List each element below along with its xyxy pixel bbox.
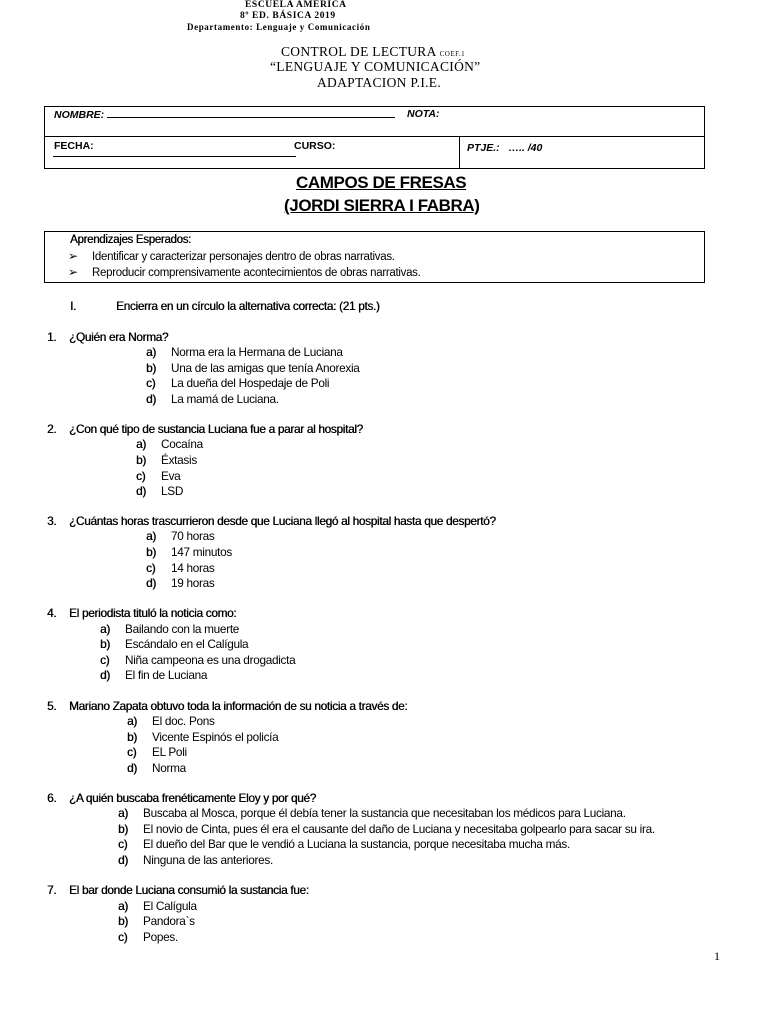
option-text: EL Poli xyxy=(152,745,187,759)
option-text: Pandora`s xyxy=(143,914,195,928)
option-letter: d) xyxy=(100,668,110,682)
option-letter: b) xyxy=(127,730,137,744)
option-text: Norma xyxy=(152,761,186,775)
option-item[interactable] xyxy=(146,361,360,375)
option-letter: a) xyxy=(118,806,128,820)
option-text: Niña campeona es una drogadicta xyxy=(125,653,296,667)
objective-item xyxy=(68,249,395,263)
question-number: 6. xyxy=(47,791,57,805)
option-text: Una de las amigas que tenía Anorexia xyxy=(171,361,360,375)
option-letter: b) xyxy=(118,914,128,928)
option-letter: a) xyxy=(146,345,156,359)
option-text: 19 horas xyxy=(171,576,215,590)
option-letter: c) xyxy=(146,561,156,575)
question-text: Mariano Zapata obtuvo toda la información de su noticia a través de: xyxy=(69,699,408,713)
objectives-heading: Aprendizajes Esperados: xyxy=(70,234,191,246)
option-text: Ninguna de las anteriores. xyxy=(143,853,273,867)
arrow-bullet-icon: ➢ xyxy=(68,249,78,263)
option-item[interactable] xyxy=(127,761,186,775)
option-text: Cocaína xyxy=(161,437,203,451)
coef-label: COEF.1 xyxy=(439,50,466,58)
option-text: Popes. xyxy=(143,930,178,944)
option-item[interactable] xyxy=(146,392,279,406)
form-divider-vertical xyxy=(459,136,460,168)
question-number: 3. xyxy=(47,514,57,528)
option-item[interactable] xyxy=(118,837,570,851)
option-item[interactable] xyxy=(118,806,626,820)
question-2 xyxy=(47,422,363,436)
option-item[interactable] xyxy=(118,822,655,836)
name-field[interactable] xyxy=(54,108,395,121)
option-item[interactable] xyxy=(136,484,183,498)
option-text: Éxtasis xyxy=(161,453,197,467)
option-letter: d) xyxy=(146,392,156,406)
option-item[interactable] xyxy=(136,469,180,483)
question-6 xyxy=(47,791,316,805)
option-letter: a) xyxy=(146,529,156,543)
question-number: 1. xyxy=(47,330,57,344)
option-letter: c) xyxy=(118,930,128,944)
option-letter: b) xyxy=(146,545,156,559)
option-item[interactable] xyxy=(100,622,239,636)
subject-title: “LENGUAJE Y COMUNICACIÓN” xyxy=(270,59,481,74)
book-author: (JORDI SIERRA I FABRA) xyxy=(284,196,480,215)
objective-item xyxy=(68,265,421,279)
option-text: El dueño del Bar que le vendió a Luciana la sustancia, porque necesitaba mucha más. xyxy=(143,837,570,851)
option-text: La dueña del Hospedaje de Poli xyxy=(171,376,330,390)
option-item[interactable] xyxy=(100,668,207,682)
option-letter: b) xyxy=(146,361,156,375)
page-number: 1 xyxy=(714,949,720,963)
option-letter: a) xyxy=(100,622,110,636)
option-item[interactable] xyxy=(100,637,248,651)
fecha-label: FECHA: xyxy=(54,140,94,152)
question-text: El periodista tituló la noticia como: xyxy=(69,606,237,620)
option-letter: b) xyxy=(118,822,128,836)
school-name: ESCUELA AMERICA xyxy=(245,0,347,10)
question-1 xyxy=(47,330,168,344)
exam-title xyxy=(281,44,465,60)
option-letter: c) xyxy=(136,469,146,483)
arrow-bullet-icon: ➢ xyxy=(68,265,78,279)
option-text: La mamá de Luciana. xyxy=(171,392,279,406)
section-instruction: Encierra en un círculo la alternativa correcta: (21 pts.) xyxy=(116,299,380,313)
option-text: El fin de Luciana xyxy=(125,668,208,682)
question-text: ¿A quién buscaba frenéticamente Eloy y por qué? xyxy=(69,791,316,805)
option-item[interactable] xyxy=(146,545,232,559)
option-item[interactable] xyxy=(136,453,197,467)
option-item[interactable] xyxy=(136,437,203,451)
ptje-label: PTJE.: xyxy=(467,142,500,154)
option-text: 70 horas xyxy=(171,529,215,543)
department: Departamento: Lenguaje y Comunicación xyxy=(187,22,371,32)
option-letter: c) xyxy=(127,745,137,759)
question-4 xyxy=(47,606,236,620)
question-number: 7. xyxy=(47,883,57,897)
question-text: ¿Quién era Norma? xyxy=(69,330,169,344)
option-item[interactable] xyxy=(146,345,343,359)
option-letter: c) xyxy=(146,376,156,390)
section-numeral: I. xyxy=(70,299,76,313)
question-text: ¿Cuántas horas trascurrieron desde que Luciana llegó al hospital hasta que despertó? xyxy=(69,514,496,528)
adaptation-title: ADAPTACION P.I.E. xyxy=(317,75,442,90)
option-item[interactable] xyxy=(146,576,215,590)
curso-label: CURSO: xyxy=(294,140,336,152)
option-letter: d) xyxy=(127,761,137,775)
option-item[interactable] xyxy=(127,745,187,759)
question-3 xyxy=(47,514,496,528)
option-letter: d) xyxy=(136,484,146,498)
option-item[interactable] xyxy=(118,899,197,913)
option-text: Bailando con la muerte xyxy=(125,622,240,636)
option-letter: b) xyxy=(136,453,146,467)
question-number: 5. xyxy=(47,699,57,713)
option-item[interactable] xyxy=(127,714,215,728)
option-text: 147 minutos xyxy=(171,545,232,559)
option-letter: c) xyxy=(100,653,110,667)
option-text: Buscaba al Mosca, porque él debía tener la sustancia que necesitaban los médicos para Luciana. xyxy=(143,806,626,820)
form-divider xyxy=(45,136,704,137)
option-letter: c) xyxy=(118,837,128,851)
option-item[interactable] xyxy=(118,914,195,928)
option-text: Eva xyxy=(161,469,181,483)
question-text: ¿Con qué tipo de sustancia Luciana fue a parar al hospital? xyxy=(69,422,363,436)
option-text: Escándalo en el Calígula xyxy=(125,637,249,651)
option-letter: a) xyxy=(118,899,128,913)
question-number: 4. xyxy=(47,606,57,620)
nota-label: NOTA: xyxy=(407,108,440,120)
book-title: CAMPOS DE FRESAS xyxy=(296,173,467,192)
objective-text: Reproducir comprensivamente acontecimientos de obras narrativas. xyxy=(92,267,421,279)
name-blank[interactable] xyxy=(107,108,395,118)
option-letter: d) xyxy=(118,853,128,867)
option-item[interactable] xyxy=(146,561,215,575)
option-text: El Calígula xyxy=(143,899,197,913)
fecha-blank[interactable] xyxy=(53,156,296,157)
option-letter: b) xyxy=(100,637,110,651)
option-text: Vicente Espinós el policía xyxy=(152,730,279,744)
name-label: NOMBRE: xyxy=(54,109,105,121)
option-item[interactable] xyxy=(146,376,329,390)
option-item[interactable] xyxy=(127,730,278,744)
option-letter: a) xyxy=(136,437,146,451)
option-text: El doc. Pons xyxy=(152,714,215,728)
option-text: Norma era la Hermana de Luciana xyxy=(171,345,343,359)
ptje-value: ….. /40 xyxy=(508,142,543,154)
option-item[interactable] xyxy=(118,853,273,867)
option-item[interactable] xyxy=(100,653,295,667)
option-item[interactable] xyxy=(146,529,215,543)
option-text: El novio de Cinta, pues él era el causante del daño de Luciana y necesitaba golpearlo para sacar su ira. xyxy=(143,822,655,836)
option-letter: a) xyxy=(127,714,137,728)
grade-year: 8º ED. BÁSICA 2019 xyxy=(240,11,336,21)
question-text: El bar donde Luciana consumió la sustancia fue: xyxy=(69,883,309,897)
option-letter: d) xyxy=(146,576,156,590)
objective-text: Identificar y caracterizar personajes dentro de obras narrativas. xyxy=(92,251,395,263)
question-7 xyxy=(47,883,309,897)
exam-title-text: CONTROL DE LECTURA xyxy=(281,44,436,59)
question-5 xyxy=(47,699,407,713)
ptje-field xyxy=(467,142,542,154)
option-text: 14 horas xyxy=(171,561,215,575)
option-text: LSD xyxy=(161,484,184,498)
option-item[interactable] xyxy=(118,930,178,944)
question-number: 2. xyxy=(47,422,57,436)
